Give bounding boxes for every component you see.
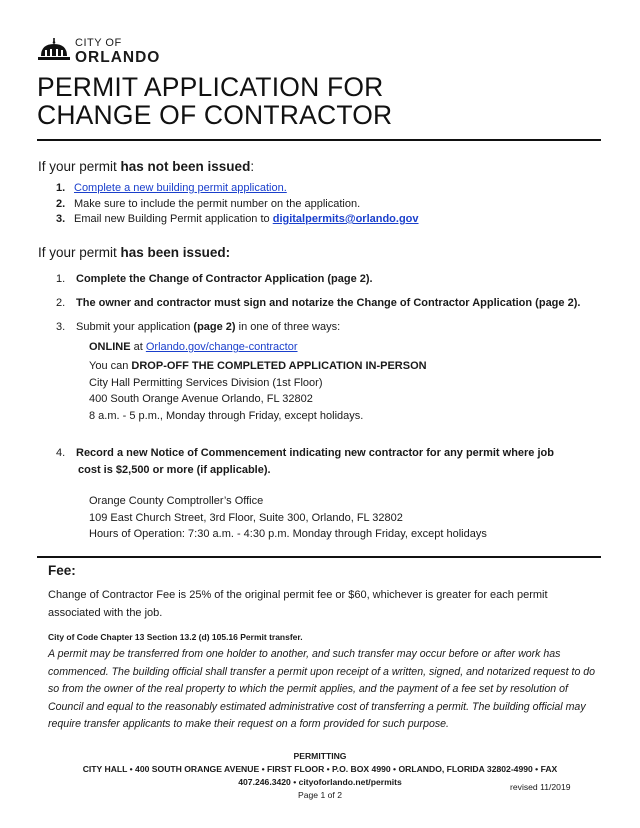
issued-heading: If your permit has been issued: [38, 245, 231, 260]
code-text: A permit may be transferred from one holder to another, and such transfer may occur before or after work has commenced. The building official shall transfer a permit upon receipt of a written, signed, and notarized request to do so from the owner of the real property to which the permit applies, and the payment of a fee set by resolution of Council and equal to the reasonably estimated administrative cost of transferring a permit. The building official may require transfer applicants to make their request on a form provided for such purpose. [48, 648, 596, 731]
city-logo [37, 37, 160, 66]
step-2: 2. The owner and contractor must sign and notarize the Change of Contractor Application (page 2). [56, 297, 581, 309]
header-divider [37, 139, 601, 141]
fee-description: Change of Contractor Fee is 25% of the original permit fee or $60, whichever is greater for each permit associated with the job. [48, 589, 548, 619]
new-permit-application-link[interactable]: Complete a new building permit application. [74, 182, 287, 194]
list-item: 3. Email new Building Permit application to digitalpermits@orlando.gov [56, 213, 419, 225]
not-issued-heading: If your permit has not been issued: [38, 159, 255, 174]
logo-orlando-text: ORLANDO [75, 49, 161, 66]
title-line-1: PERMIT APPLICATION FOR [37, 72, 384, 102]
step-4: 4. Record a new Notice of Commencement indicating new contractor for any permit where job cost is $2,500 or more (if applicable). [56, 447, 554, 476]
step-3: 3. Submit your application (page 2) in one of three ways: [56, 321, 341, 333]
footer-contact: 407.246.3420 • cityoforlando.net/permits [238, 777, 402, 787]
email-link[interactable]: digitalpermits@orlando.gov [272, 213, 419, 225]
city-hall-dome-icon [37, 37, 71, 63]
step-1: 1. Complete the Change of Contractor Application (page 2). [56, 273, 373, 285]
list-item: 1. Complete a new building permit application. [56, 181, 596, 197]
revision-date: revised 11/2019 [510, 782, 571, 792]
page-number: Page 1 of 2 [298, 790, 342, 800]
page-footer [0, 750, 640, 802]
not-issued-list [56, 181, 596, 228]
footer-dept: PERMITTING [293, 751, 347, 761]
fee-divider [37, 556, 601, 558]
fee-heading: Fee: [48, 563, 76, 578]
change-contractor-link[interactable]: Orlando.gov/change-contractor [145, 341, 298, 353]
footer-address: CITY HALL • 400 SOUTH ORANGE AVENUE • FIRST FLOOR • P.O. BOX 4990 • ORLANDO, FLORIDA 32802-4990 • FAX [82, 764, 558, 774]
page-title [37, 73, 392, 129]
code-heading: City of Code Chapter 13 Section 13.2 (d) 105.16 Permit transfer. [48, 632, 303, 642]
logo-city-text: CITY OF [75, 37, 122, 49]
list-item: 2. Make sure to include the permit number on the application. [56, 197, 361, 210]
comptroller-info: Orange County Comptroller’s Office 109 East Church Street, 3rd Floor, Suite 300, Orlando, FL 32802 Hours of Operation: 7:30 a.m. - 4:30 p.m. Monday through Friday, except holidays [89, 495, 487, 540]
title-line-2: CHANGE OF CONTRACTOR [37, 100, 393, 130]
dropoff-option: You can DROP-OFF THE COMPLETED APPLICATION IN-PERSON City Hall Permitting Services Division (1st Floor) 400 South Orange Avenue Orlando, FL 32802 8 a.m. - 5 p.m., Monday through Friday, except holidays. [89, 360, 427, 422]
online-option: ONLINE at Orlando.gov/change-contractor [89, 341, 298, 353]
